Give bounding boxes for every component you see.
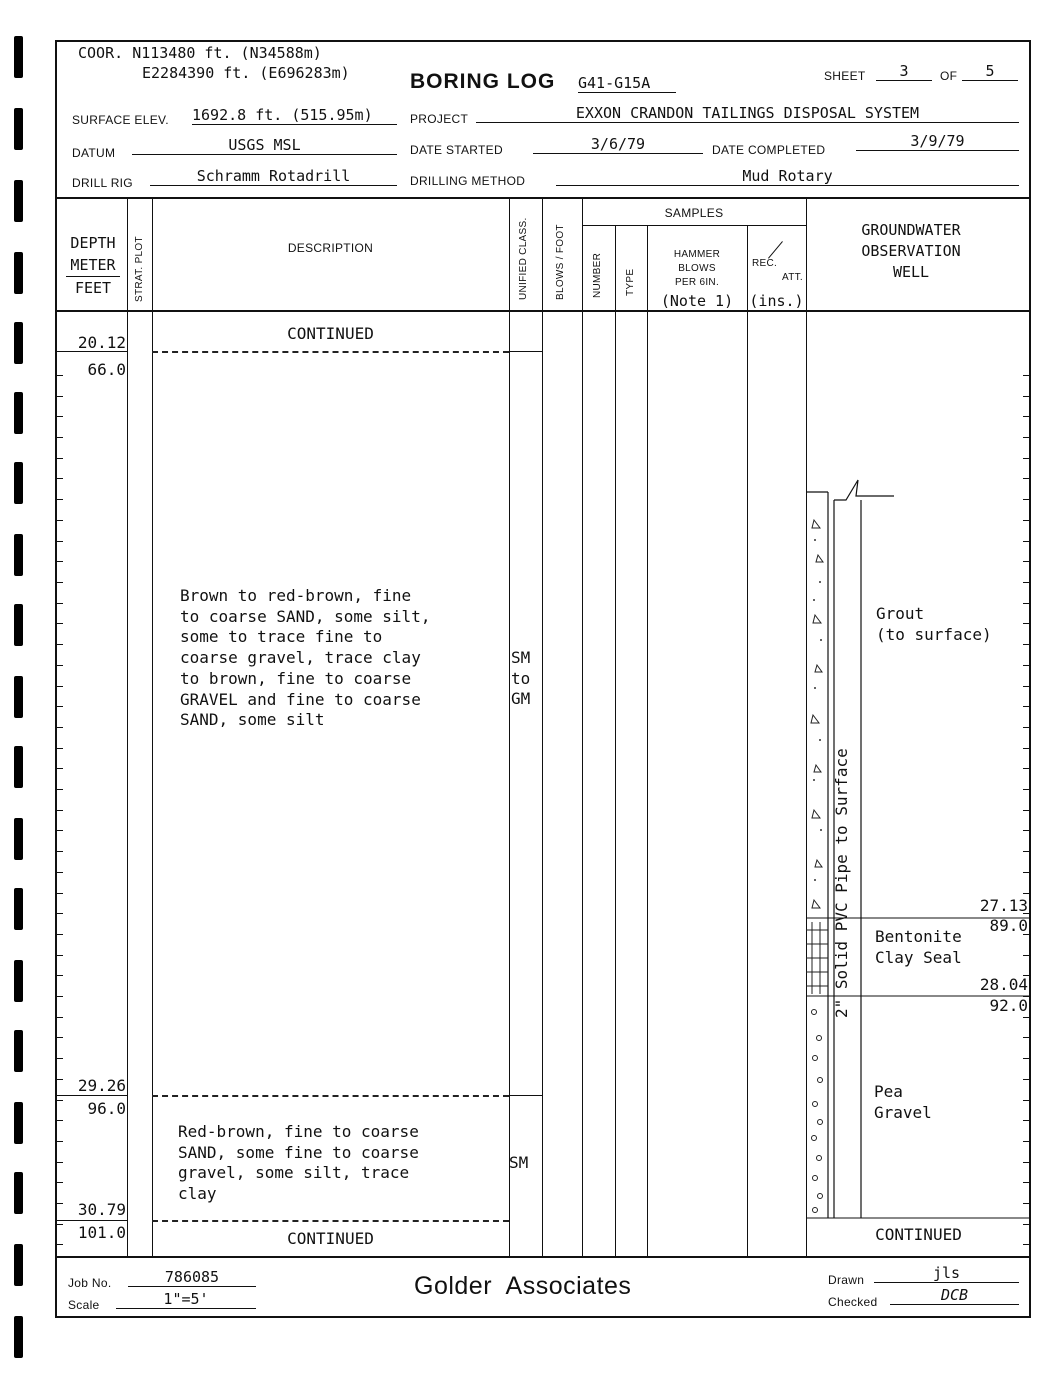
depth-label: DEPTH — [70, 234, 116, 252]
date-completed-label: DATE COMPLETED — [712, 143, 826, 157]
depth-top-feet: 66.0 — [87, 360, 126, 379]
hammer-note: (Note 1) — [660, 292, 734, 310]
drawn-label: Drawn — [828, 1273, 865, 1287]
coor-north: N113480 ft. (N34588m) — [132, 44, 322, 62]
depth-tick — [55, 810, 63, 811]
surface-elev-label: SURFACE ELEV. — [72, 113, 169, 127]
depth-mid-meter: 29.26 — [77, 1076, 126, 1095]
drill-rig-label: DRILL RIG — [72, 176, 133, 190]
coor-east: E2284390 ft. (E696283m) — [142, 64, 350, 82]
depth-tick — [55, 520, 63, 521]
depth-tick — [55, 561, 63, 562]
layer2-class: SM — [509, 1153, 529, 1172]
depth-tick — [55, 499, 63, 500]
groundwater-header — [806, 220, 1016, 283]
description-header: DESCRIPTION — [287, 241, 374, 255]
hammer-line-1: HAMMER — [673, 249, 721, 260]
job-label: Job No. — [68, 1276, 112, 1290]
hammer-line-3: PER 6IN. — [674, 277, 720, 288]
depth-mid-feet: 96.0 — [87, 1099, 126, 1118]
depth-tick — [55, 396, 63, 397]
depth-tick — [55, 830, 63, 831]
depth-tick — [55, 789, 63, 790]
project-label: PROJECT — [410, 112, 469, 126]
depth-tick — [55, 686, 63, 687]
hammer-header — [647, 248, 747, 290]
pvc-pipe-label: 2" Solid PVC Pipe to Surface — [832, 748, 851, 1018]
bentonite-top-meter: 27.13 — [979, 896, 1028, 915]
grout-label: Grout (to surface) — [876, 604, 992, 644]
att-header: ATT. — [782, 272, 804, 283]
datum-value: USGS MSL — [132, 136, 397, 155]
boundary-mid-class — [509, 1095, 542, 1096]
samples-header: SAMPLES — [664, 206, 724, 220]
depth-tick — [55, 623, 63, 624]
rec-header: REC. — [752, 258, 778, 269]
depth-tick — [55, 975, 63, 976]
depth-bottom-feet: 101.0 — [77, 1223, 126, 1242]
sheet-total: 5 — [962, 62, 1018, 81]
scale-value: 1"=5' — [116, 1290, 256, 1309]
depth-tick — [55, 1017, 63, 1018]
boring-id: G41-G15A — [578, 74, 676, 93]
depth-tick — [55, 1182, 63, 1183]
depth-tick — [55, 1058, 63, 1059]
depth-top-meter: 20.12 — [77, 333, 126, 352]
depth-tick — [55, 748, 63, 749]
job-number: 786085 — [128, 1268, 256, 1287]
layer1-description: Brown to red-brown, fine to coarse SAND, some silt, some to trace fine to coarse gravel, trace clay to brown, fine to coarse GRAVEL and fine to coarse SAND, some silt — [180, 586, 431, 730]
project-value: EXXON CRANDON TAILINGS DISPOSAL SYSTEM — [476, 104, 1019, 123]
gw-line-1: GROUNDWATER — [861, 221, 961, 239]
boundary-dash-top — [152, 351, 509, 353]
drawn-value: jls — [874, 1264, 1019, 1283]
type-header: TYPE — [625, 268, 636, 296]
depth-tick — [55, 1141, 63, 1142]
date-started-label: DATE STARTED — [410, 143, 503, 157]
sheet-label: SHEET — [824, 69, 866, 83]
depth-tick — [55, 541, 63, 542]
hammer-line-2: BLOWS — [678, 263, 716, 274]
number-header: NUMBER — [592, 252, 603, 298]
pea-gravel-label: Pea Gravel — [874, 1082, 932, 1122]
bentonite-top-feet: 89.0 — [989, 916, 1028, 935]
surface-elev-value: 1692.8 ft. (515.95m) — [192, 106, 397, 125]
depth-tick — [55, 893, 63, 894]
well-continued: CONTINUED — [875, 1225, 962, 1244]
depth-tick — [55, 851, 63, 852]
continued-top: CONTINUED — [287, 324, 374, 343]
depth-header — [60, 232, 126, 299]
coor-label: COOR. — [78, 44, 124, 62]
strat-plot-header: STRAT. PLOT — [134, 236, 145, 302]
date-started-value: 3/6/79 — [533, 135, 703, 154]
meter-label: METER — [66, 254, 120, 277]
depth-tick — [55, 996, 63, 997]
depth-tick — [55, 768, 63, 769]
gravel-top-feet: 92.0 — [989, 996, 1028, 1015]
boundary-bottom-depth — [55, 1220, 127, 1221]
boundary-dash-bottom — [152, 1220, 509, 1222]
feet-label: FEET — [74, 279, 112, 297]
depth-tick — [55, 913, 63, 914]
depth-tick — [55, 1162, 63, 1163]
of-label: OF — [940, 69, 958, 83]
datum-label: DATUM — [72, 146, 116, 160]
boundary-top-class — [509, 351, 542, 352]
drilling-method-label: DRILLING METHOD — [410, 174, 526, 188]
layer2-description: Red-brown, fine to coarse SAND, some fine to coarse gravel, some silt, trace clay — [178, 1122, 419, 1204]
depth-tick — [55, 416, 63, 417]
form-title: BORING LOG — [410, 70, 556, 93]
sheet-number: 3 — [876, 62, 932, 81]
gravel-top-meter: 28.04 — [979, 975, 1028, 994]
company-name: Golder Associates — [414, 1272, 632, 1300]
depth-tick — [55, 458, 63, 459]
scale-label: Scale — [68, 1298, 100, 1312]
drill-rig-value: Schramm Rotadrill — [150, 167, 397, 186]
blows-foot-header: BLOWS / FOOT — [555, 224, 566, 300]
date-completed-value: 3/9/79 — [856, 132, 1019, 151]
drilling-method-value: Mud Rotary — [556, 167, 1019, 186]
depth-tick — [55, 437, 63, 438]
checked-label: Checked — [828, 1295, 878, 1309]
depth-tick — [55, 478, 63, 479]
depth-tick — [55, 727, 63, 728]
layer1-class: SM to GM — [511, 648, 531, 709]
gw-line-2: OBSERVATION — [861, 242, 961, 260]
depth-bottom-meter: 30.79 — [77, 1200, 126, 1219]
depth-tick — [55, 1037, 63, 1038]
continued-bottom: CONTINUED — [287, 1229, 374, 1248]
depth-tick — [55, 603, 63, 604]
coordinates — [78, 44, 322, 62]
unified-class-header: UNIFIED CLASS. — [518, 217, 529, 300]
depth-tick — [55, 644, 63, 645]
depth-tick — [55, 665, 63, 666]
depth-tick — [55, 872, 63, 873]
depth-tick — [55, 706, 63, 707]
gw-line-3: WELL — [892, 263, 930, 281]
boundary-mid-depth — [55, 1095, 127, 1096]
depth-tick — [55, 934, 63, 935]
checked-value: DCB — [890, 1286, 1019, 1305]
depth-tick — [55, 955, 63, 956]
bentonite-label: Bentonite Clay Seal — [875, 927, 962, 967]
depth-tick — [55, 1120, 63, 1121]
ins-header: (ins.) — [749, 292, 804, 310]
boundary-dash-mid — [152, 1095, 509, 1097]
depth-tick — [55, 582, 63, 583]
depth-tick — [55, 1244, 63, 1245]
